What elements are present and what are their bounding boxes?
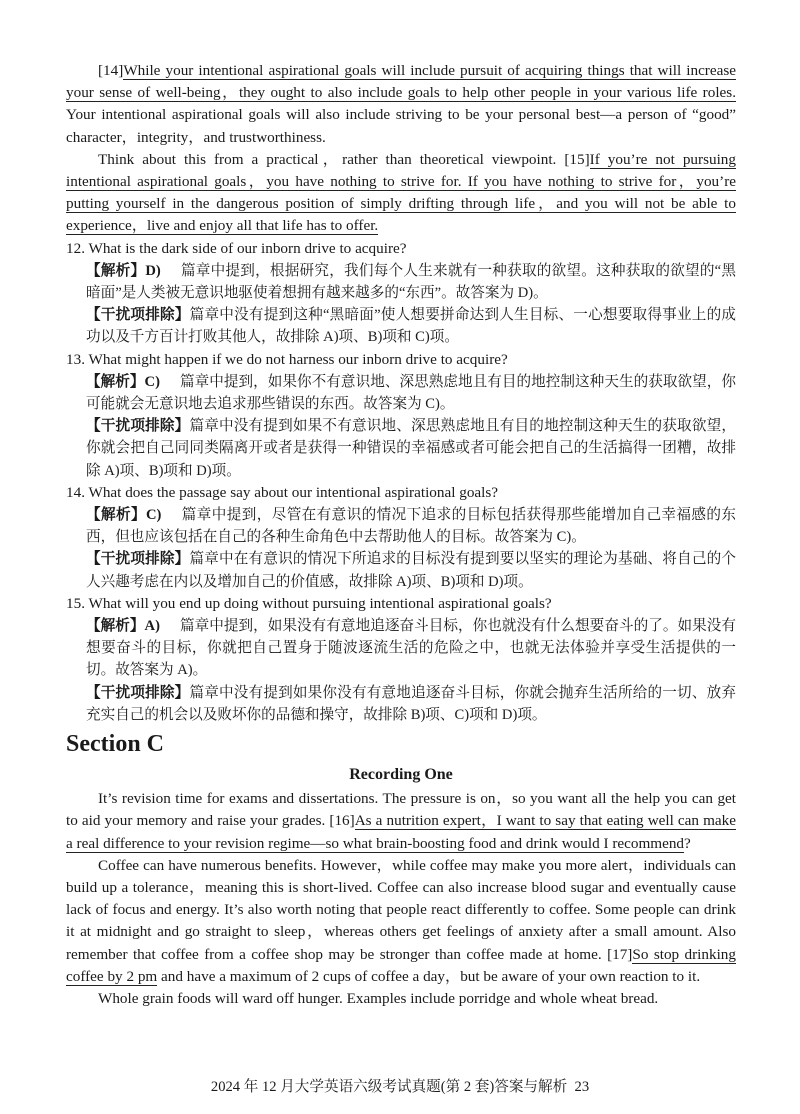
recording-p1-after: ? [684,834,691,852]
analysis-text: 篇章中提到，如果没有有意地追逐奋斗目标，你也就没有什么想要奋斗的了。如果没有想要奋斗的目标，你就把自己置身于随波逐流生活的危险之中，也就无法体验并享受生活提供的一切。故答案为 A)。 [86,618,736,679]
question-block-12 [66,238,736,349]
analysis-text: 篇章中提到，如果你不有意识地、深思熟虑地且有目的地控制这种天生的获取欲望，你可能就会无意识地去追求那些错误的东西。故答案为 C)。 [86,373,736,413]
distractor-tag: 【干扰项排除】 [86,551,190,568]
recording-paragraph-2 [66,855,736,988]
analysis-tag: 【解析】 [86,618,145,635]
recording-p1-text: It’s revision time for exams and dissertations. The pressure is on，so you want all the help you can get to aid your memory and raise your grades. [66,790,736,830]
distractor-15 [86,682,736,726]
paragraph-14-rest: Your intentional aspirational goals will also include striving to be your personal best—a person of “good” character，integrity，and trustworthiness. [66,106,736,146]
distractor-text: 篇章中没有提到如果不有意识地、深思熟虑地且有目的地控制这种天生的获取欲望，你就会把自己同同类隔离开或者是获得一种错误的幸福感或者可能会把自己的生活搞得一团糟，故排除 A)项、B)项和 D)项。 [86,418,736,479]
analysis-tag: 【解析】 [86,373,145,390]
underlined-sentence-17: So stop drinking coffee by 2 pm [66,945,736,985]
distractor-14 [86,548,736,592]
question-15: 15. What will you end up doing without pursuing intentional aspirational goals? [66,594,552,612]
page-footer [0,1077,800,1097]
analysis-tag: 【解析】 [86,507,146,524]
answer-letter: C) [144,373,160,390]
distractor-text: 篇章中没有提到如果你没有有意地追逐奋斗目标，你就会抛弃生活所给的一切、放弃充实自己的机会以及败坏你的品德和操守，故排除 B)项、C)项和 D)项。 [86,684,736,723]
underlined-sentence-14: While your intentional aspirational goals will include pursuit of acquiring things that will increase your sense of well-being，they ought to also include goals to help other people in your various life roles. [66,62,736,102]
recording-p2-after: and have a maximum of 2 cups of coffee a day，but be aware of your own reaction to it. [157,967,701,985]
analysis-text: 篇章中提到，尽管在有意识的情况下追求的目标包括获得那些能增加自己幸福感的东西，但也应该包括在自己的各种生命角色中去帮助他人的目标。故答案为 C)。 [86,507,736,546]
question-block-15 [66,593,736,726]
distractor-tag: 【干扰项排除】 [86,307,190,324]
question-14: 14. What does the passage say about our intentional aspirational goals? [66,483,499,501]
answer-letter: C) [145,507,162,524]
analysis-15 [86,615,736,682]
recording-one-heading: Recording One [349,766,453,784]
marker-17: [17] [607,945,633,963]
footer-title: 2024 年 12 月大学英语六级考试真题(第 2 套)答案与解析 [210,1079,568,1095]
analysis-tag: 【解析】 [86,262,146,279]
underlined-sentence-15: If you’re not pursuing intentional aspirational goals，you have nothing to strive for. If you have nothing to strive for，you’re putting yourself in the dangerous position of simply drifting through life，and you will not be able to experience，live and enjoy all that life has to offer. [66,150,736,235]
underlined-sentence-16: As a nutrition expert，I want to say that eating well can make a real difference to your revision regime—so what brain-boosting food and drink would I recommend [66,812,736,852]
distractor-tag: 【干扰项排除】 [86,418,190,435]
marker-15: [15] [564,150,590,168]
section-c-heading: Section C [66,731,164,758]
recording-paragraph-1 [66,788,736,855]
paragraph-14 [66,60,736,149]
distractor-text: 篇章中在有意识的情况下所追求的目标没有提到要以坚实的理论为基础、将自己的个人兴趣考虑在内以及增加自己的价值感，故排除 A)项、B)项和 D)项。 [86,551,736,590]
distractor-tag: 【干扰项排除】 [86,684,190,701]
analysis-text: 篇章中提到，根据研究，我们每个人生来就有一种获取的欲望。这种获取的欲望的“黑暗面”是人类被无意识地驱使着想拥有越来越多的“东西”。故答案为 D)。 [86,262,736,302]
question-block-14 [66,482,736,593]
question-13: 13. What might happen if we do not harness our inborn drive to acquire? [66,350,508,368]
distractor-12 [86,304,736,348]
marker-14: [14] [98,62,124,79]
recording-paragraph-3: Whole grain foods will ward off hunger. Examples include porridge and whole wheat bread. [98,989,659,1007]
page-number: 23 [574,1079,590,1095]
question-block-13 [66,349,736,482]
answer-letter: D) [145,262,161,279]
analysis-13 [86,371,736,415]
distractor-text: 篇章中没有提到这种“黑暗面”使人想要拼命达到人生目标、一心想要取得事业上的成功以及千方百计打败其他人，故排除 A)项、B)项和 C)项。 [86,307,736,346]
marker-16: [16] [329,812,355,830]
paragraph-15-text: Think about this from a practical，rather than theoretical viewpoint. [98,150,565,168]
page-content [66,60,736,1010]
question-12: 12. What is the dark side of our inborn drive to acquire? [66,239,407,257]
answer-letter: A) [144,618,160,635]
analysis-12 [86,260,736,304]
recording-p2-text: Coffee can have numerous benefits. However，while coffee may make you more alert，individuals can build up a tolerance，meaning this is short-lived. Coffee can also increase blood sugar and eventually cause lack of focus and energy. It’s also worth noting that people react differently to coffee. Some people can drink it at midnight and go straight to sleep，whereas others get feelings of anxiety after a small amount. Also remember that coffee from a coffee shop may be stronger than coffee made at home. [66,856,736,963]
paragraph-15 [66,149,736,238]
analysis-14 [86,504,736,548]
distractor-13 [86,415,736,482]
